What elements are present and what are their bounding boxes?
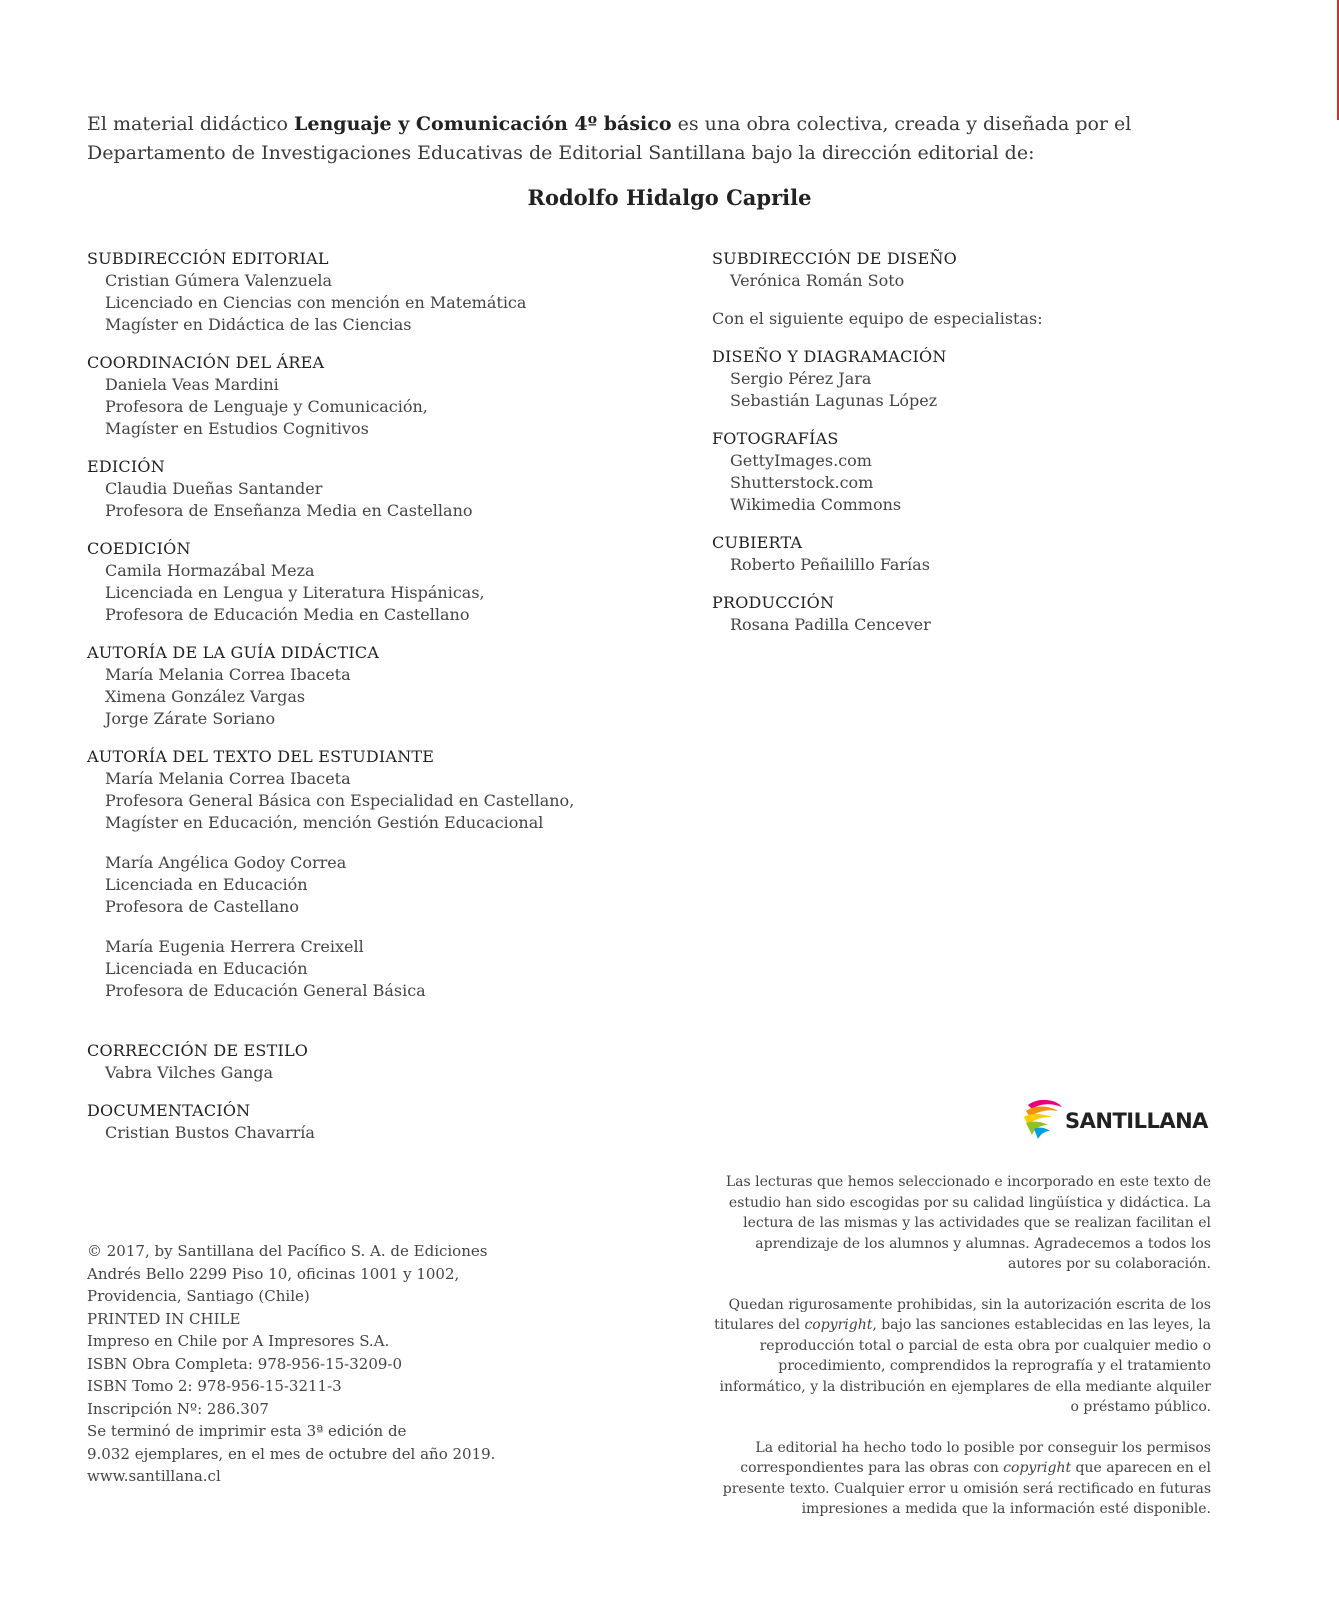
section-title: DISEÑO Y DIAGRAMACIÓN — [712, 347, 947, 366]
santillana-logo-text: SANTILLANA — [1065, 1109, 1208, 1133]
section-title: SUBDIRECCIÓN DE DISEÑO — [712, 249, 957, 268]
credit-line: María Melania Correa Ibaceta — [105, 769, 351, 788]
santillana-logo-icon — [1022, 1097, 1066, 1141]
legal-line: Se terminó de imprimir esta 3ª edición de — [87, 1422, 407, 1440]
section-title: PRODUCCIÓN — [712, 593, 835, 612]
credits-left-column — [87, 248, 647, 1160]
credit-line: María Melania Correa Ibaceta — [105, 665, 351, 684]
credit-line: Licenciado en Ciencias con mención en Matemática — [105, 293, 527, 312]
credit-section — [87, 456, 647, 522]
note-readings: Las lecturas que hemos seleccionado e incorporado en este texto de estudio han sido escogidas por su calidad lingüística y didáctica. La lectura de las mismas y las actividades que se realizan facilitan el aprendizaje de los alumnos y alumnas. Agradecemos a todos los autores por su colaboración. — [725, 1174, 1211, 1272]
credit-line: Vabra Vilches Ganga — [105, 1063, 274, 1082]
section-title: AUTORÍA DEL TEXTO DEL ESTUDIANTE — [87, 747, 435, 766]
legal-line: www.santillana.cl — [87, 1467, 221, 1485]
credit-section — [712, 248, 1272, 292]
credit-line: Profesora de Enseñanza Media en Castellano — [105, 501, 473, 520]
credit-line: Licenciada en Lengua y Literatura Hispánicas, — [105, 583, 485, 602]
credit-line: Roberto Peñailillo Farías — [730, 555, 930, 574]
credit-line: Verónica Román Soto — [730, 271, 905, 290]
credit-line: Wikimedia Commons — [730, 495, 902, 514]
section-title: AUTORÍA DE LA GUÍA DIDÁCTICA — [87, 643, 380, 662]
credit-section — [87, 1100, 647, 1144]
credit-section — [712, 532, 1272, 576]
legal-line: Impreso en Chile por A Impresores S.A. — [87, 1332, 390, 1350]
note-permissions — [711, 1438, 1211, 1520]
credit-section — [712, 346, 1272, 412]
credit-section — [712, 592, 1272, 636]
note-text: , bajo las sanciones establecidas en las leyes, la reproducción total o parcial de esta obra por cualquier medio o procedimiento, comprendidos la reprografía y el tratamiento informático, y la distribución en ejemplares de ella mediante alquiler o préstamo público. — [719, 1317, 1211, 1415]
section-title: CUBIERTA — [712, 533, 803, 552]
credit-section — [87, 538, 647, 626]
credit-section — [712, 428, 1272, 516]
author-group — [87, 768, 647, 834]
credit-line: Sergio Pérez Jara — [730, 369, 872, 388]
note-copyright — [711, 1295, 1211, 1418]
credit-section — [87, 746, 647, 1002]
legal-line: 9.032 ejemplares, en el mes de octubre del año 2019. — [87, 1444, 496, 1463]
credit-line: Licenciada en Educación — [105, 959, 308, 978]
note-italic: copyright — [1003, 1460, 1072, 1476]
publisher-notes — [711, 1172, 1211, 1540]
credit-section — [87, 642, 647, 730]
santillana-logo — [1022, 1097, 1212, 1141]
team-intro: Con el siguiente equipo de especialistas: — [712, 309, 1043, 328]
credit-line: María Eugenia Herrera Creixell — [105, 937, 364, 956]
legal-line: © 2017, by Santillana del Pacífico S. A. de Ediciones — [87, 1242, 488, 1260]
intro-text-end: es una obra colectiva, creada y diseñada por el Departamento de Investigaciones Educativas de Editorial Santillana bajo la dirección editorial de: — [87, 113, 1132, 164]
note-italic: copyright — [804, 1317, 873, 1333]
section-title: SUBDIRECCIÓN EDITORIAL — [87, 249, 329, 268]
credit-section — [87, 248, 647, 336]
intro-text-start: El material didáctico — [87, 113, 295, 135]
credit-line: María Angélica Godoy Correa — [105, 853, 347, 872]
credit-line: Jorge Zárate Soriano — [105, 709, 276, 728]
credit-line: Camila Hormazábal Meza — [105, 561, 315, 580]
section-title: DOCUMENTACIÓN — [87, 1101, 251, 1120]
legal-line: Andrés Bello 2299 Piso 10, oficinas 1001 y 1002, — [87, 1264, 460, 1283]
credit-line: Rosana Padilla Cencever — [730, 615, 931, 634]
credit-line: Profesora de Castellano — [105, 897, 299, 916]
credit-line: Sebastián Lagunas López — [730, 391, 938, 410]
legal-line: Providencia, Santiago (Chile) — [87, 1287, 310, 1305]
book-title: Lenguaje y Comunicación 4º básico — [294, 113, 672, 135]
note-text: La editorial ha hecho todo lo posible por conseguir los permisos correspondientes para las obras con — [740, 1439, 1211, 1476]
section-title: COORDINACIÓN DEL ÁREA — [87, 353, 325, 372]
credit-line: Licenciada en Educación — [105, 875, 308, 894]
legal-line: ISBN Tomo 2: 978-956-15-3211-3 — [87, 1377, 342, 1395]
credits-right-column — [712, 248, 1272, 652]
credit-line: Daniela Veas Mardini — [105, 375, 279, 394]
legal-line: Inscripción Nº: 286.307 — [87, 1399, 269, 1418]
author-group — [87, 852, 647, 918]
credit-section — [87, 352, 647, 440]
credit-line: Profesora de Educación General Básica — [105, 981, 426, 1000]
credit-line: Magíster en Didáctica de las Ciencias — [105, 315, 412, 334]
credit-line: Profesora de Lenguaje y Comunicación, — [105, 397, 428, 416]
credit-line: Cristian Gúmera Valenzuela — [105, 271, 333, 290]
note-text: Quedan rigurosamente prohibidas, sin la autorización escrita de los titulares del — [714, 1296, 1211, 1333]
section-title: COEDICIÓN — [87, 539, 191, 558]
legal-info — [87, 1240, 587, 1488]
legal-line: ISBN Obra Completa: 978-956-15-3209-0 — [87, 1354, 403, 1373]
editorial-director: Rodolfo Hidalgo Caprile — [527, 185, 812, 210]
credit-section — [87, 1040, 647, 1084]
section-title: EDICIÓN — [87, 457, 165, 476]
credit-line: Ximena González Vargas — [105, 687, 306, 706]
credit-line: Magíster en Educación, mención Gestión Educacional — [105, 813, 544, 832]
section-title: FOTOGRAFÍAS — [712, 429, 839, 448]
credit-line: Profesora General Básica con Especialidad en Castellano, — [105, 791, 575, 810]
section-title: CORRECCIÓN DE ESTILO — [87, 1041, 309, 1060]
specialists-list — [712, 346, 1272, 636]
author-group — [87, 936, 647, 1002]
note-text: que aparecen en el presente texto. Cualquier error u omisión será rectificado en futuras impresiones a medida que la información esté disponible. — [722, 1460, 1211, 1517]
legal-line: PRINTED IN CHILE — [87, 1309, 241, 1328]
credit-line: Claudia Dueñas Santander — [105, 479, 323, 498]
credit-line: Magíster en Estudios Cognitivos — [105, 419, 369, 438]
intro-paragraph — [87, 110, 1222, 168]
credit-line: GettyImages.com — [730, 451, 872, 470]
credit-line: Shutterstock.com — [730, 473, 874, 492]
credit-line: Profesora de Educación Media en Castellano — [105, 605, 470, 624]
credit-line: Cristian Bustos Chavarría — [105, 1123, 315, 1142]
